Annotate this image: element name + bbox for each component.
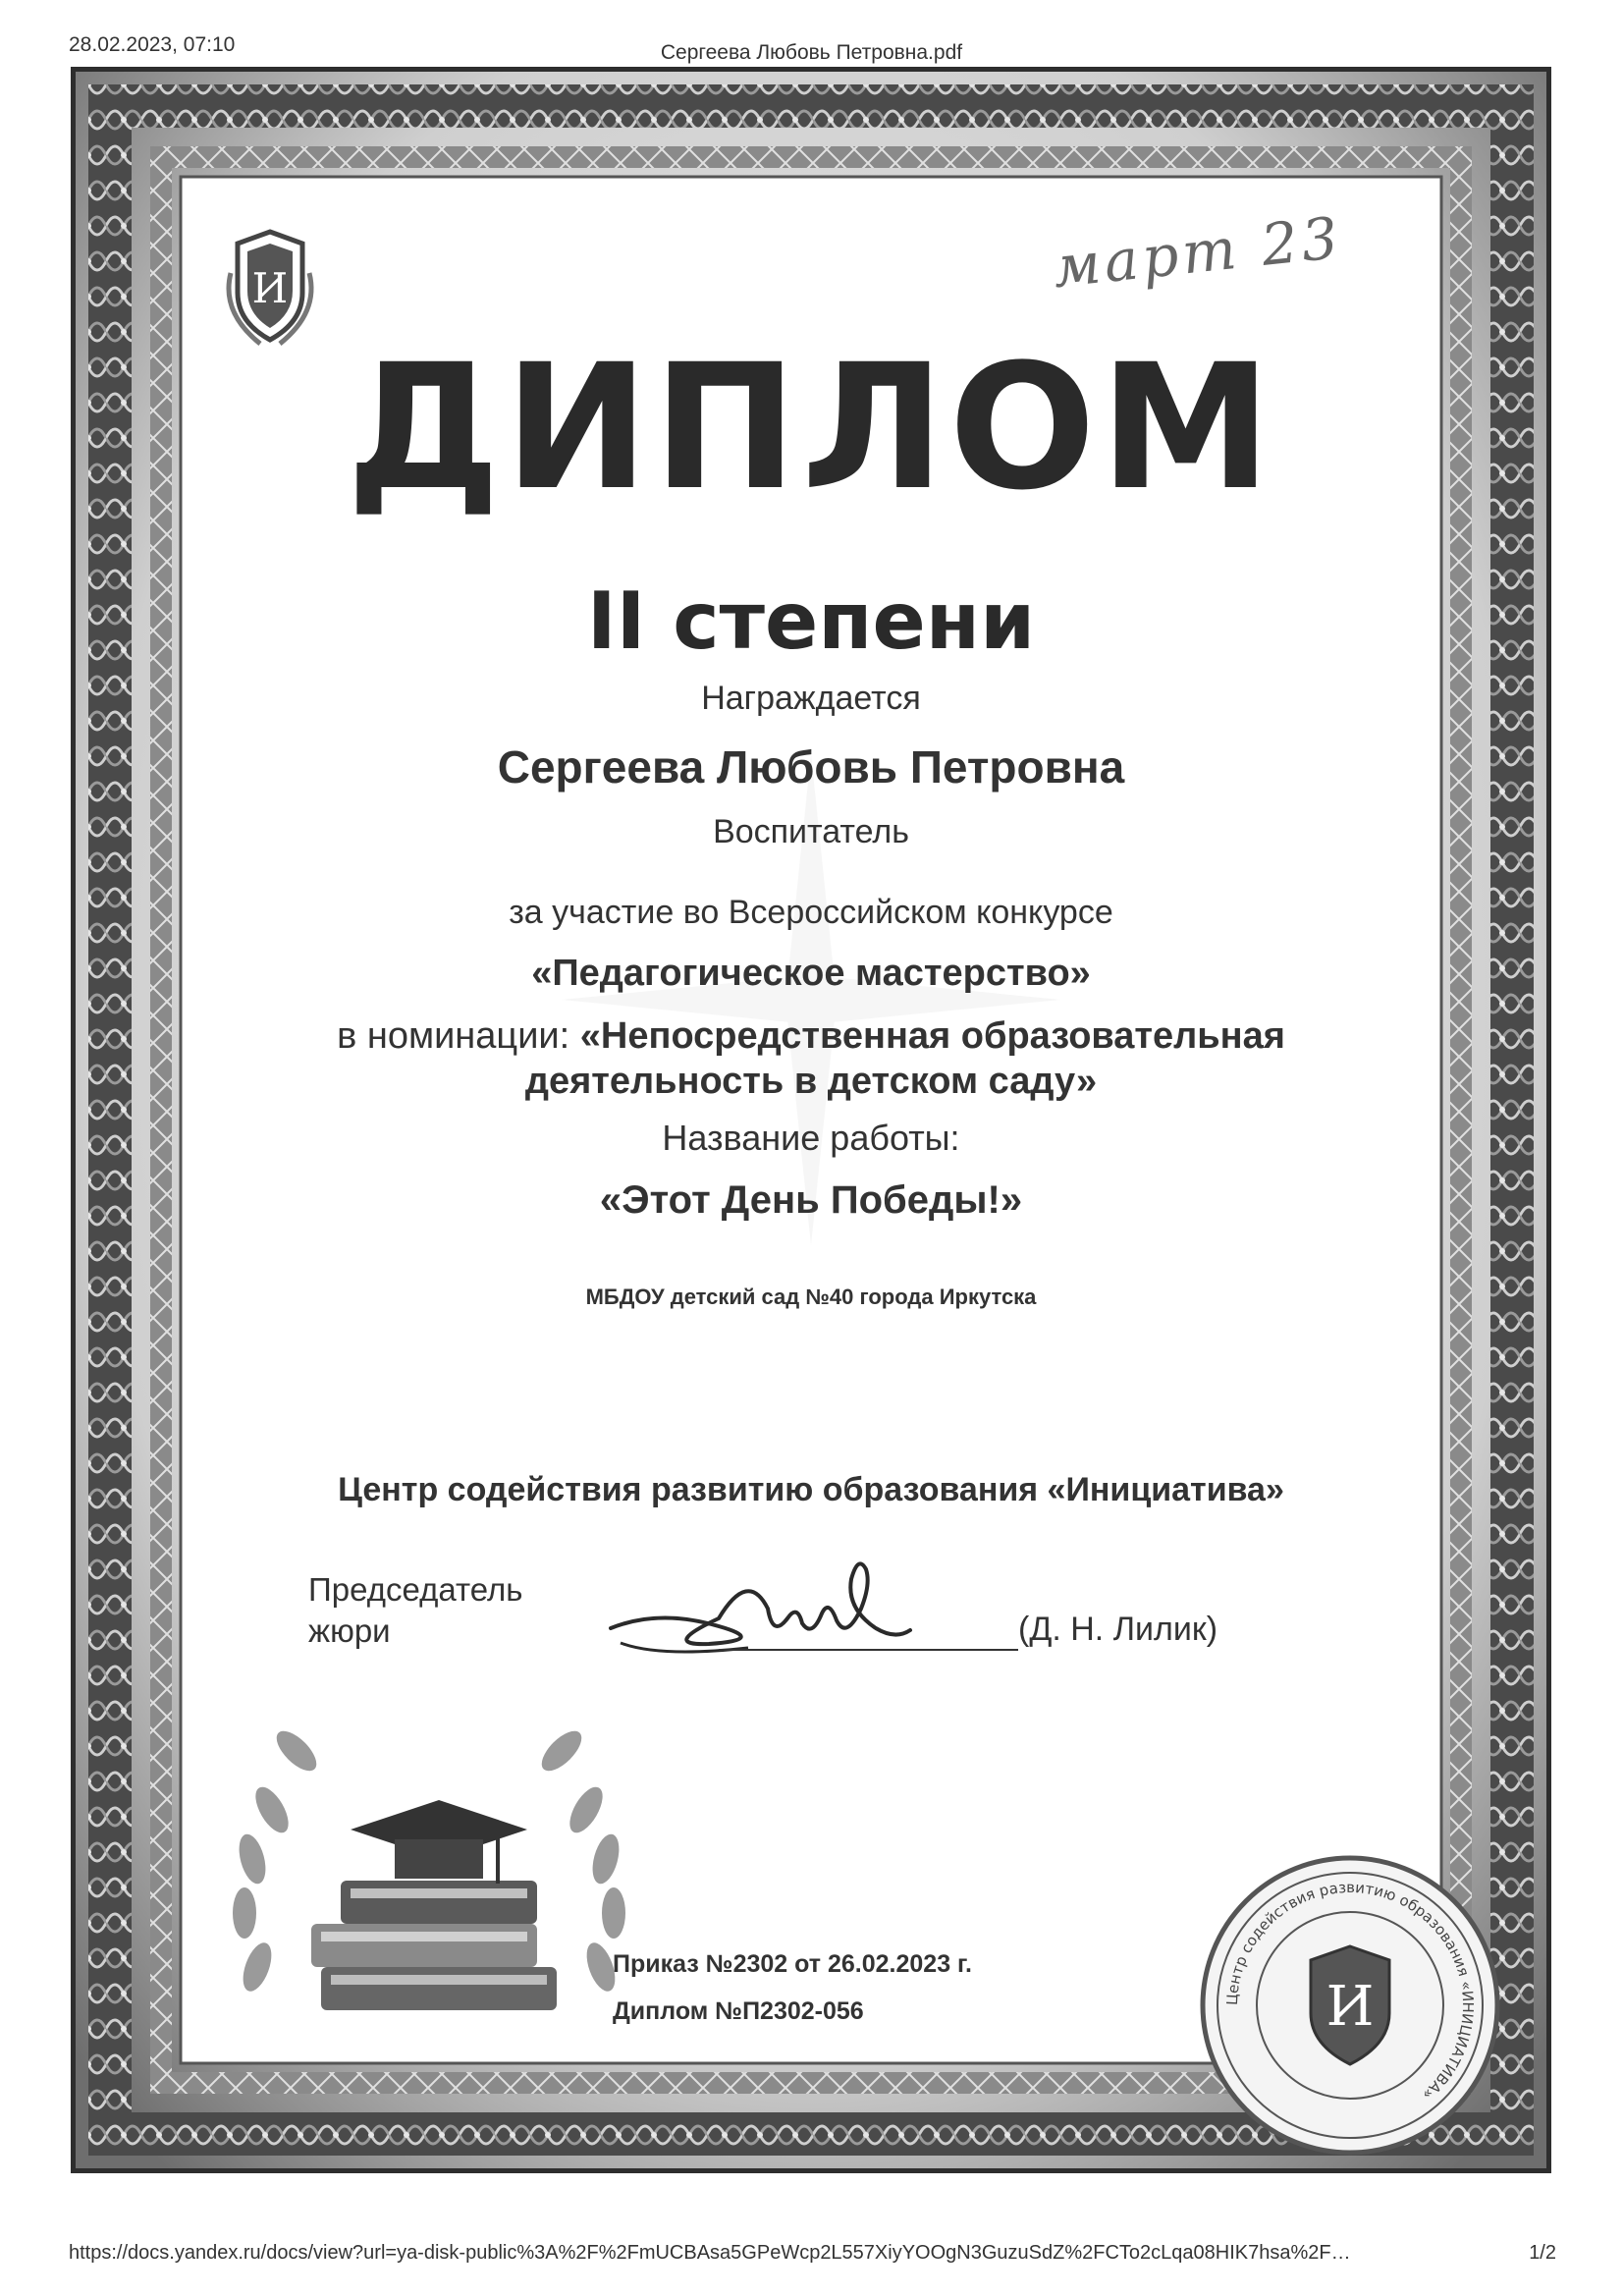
signature — [601, 1550, 1023, 1667]
nomination-title-line1: «Непосредственная образовательная — [579, 1015, 1285, 1057]
emblem-letter: И — [251, 264, 289, 312]
books-laurel-wreath-icon — [203, 1692, 655, 2055]
diploma-title: ДИПЛОМ — [346, 327, 1276, 528]
awarded-label: Награждается — [701, 680, 921, 717]
participation-text: за участие во Всероссийском конкурсе — [509, 894, 1113, 931]
chair-label — [308, 1569, 522, 1652]
print-footer-page-number: 1/2 — [1529, 2242, 1556, 2264]
recipient-name: Сергеева Любовь Петровна — [497, 741, 1125, 793]
seal-text: Центр содействия развитию образования «ИНИЦИАТИВА» — [1222, 1878, 1478, 2104]
organization-seal-stamp — [1193, 1848, 1507, 2162]
nomination-title-line2: деятельность в детском саду» — [524, 1061, 1098, 1102]
nomination-line — [71, 1015, 1551, 1058]
chair-label-line1: Председатель — [308, 1571, 523, 1608]
seal-letter: И — [1325, 1975, 1375, 2039]
diploma-certificate — [71, 67, 1551, 2173]
nomination-prefix: в номинации: — [337, 1015, 570, 1057]
print-header-date: 28.02.2023, 07:10 — [69, 33, 236, 56]
print-footer-url: https://docs.yandex.ru/docs/view?url=ya-disk-public%3A%2F%2FmUCBAsa5GPeWcp2L557XiyYOOgN3GuzuSdZ%2FCTo2cLqa08HIK7hsa%2F… — [69, 2242, 1351, 2264]
work-title: «Этот День Победы!» — [599, 1178, 1023, 1222]
diploma-degree: II степени — [586, 575, 1036, 667]
institution-name: МБДОУ детский сад №40 города Иркутска — [585, 1285, 1037, 1309]
order-number: Приказ №2302 от 26.02.2023 г. — [613, 1950, 972, 1978]
contest-name: «Педагогическое мастерство» — [531, 953, 1091, 994]
handwritten-note: март 23 — [1050, 203, 1345, 301]
work-label: Название работы: — [662, 1118, 960, 1158]
recipient-position: Воспитатель — [713, 813, 909, 850]
chair-name: (Д. Н. Лилик) — [1018, 1611, 1218, 1648]
diploma-number: Диплом №П2302-056 — [613, 1997, 864, 2025]
organization-name: Центр содействия развитию образования «Инициатива» — [338, 1471, 1284, 1508]
chair-label-line2: жюри — [308, 1613, 391, 1649]
print-header-title: Сергеева Любовь Петровна.pdf — [660, 41, 963, 64]
